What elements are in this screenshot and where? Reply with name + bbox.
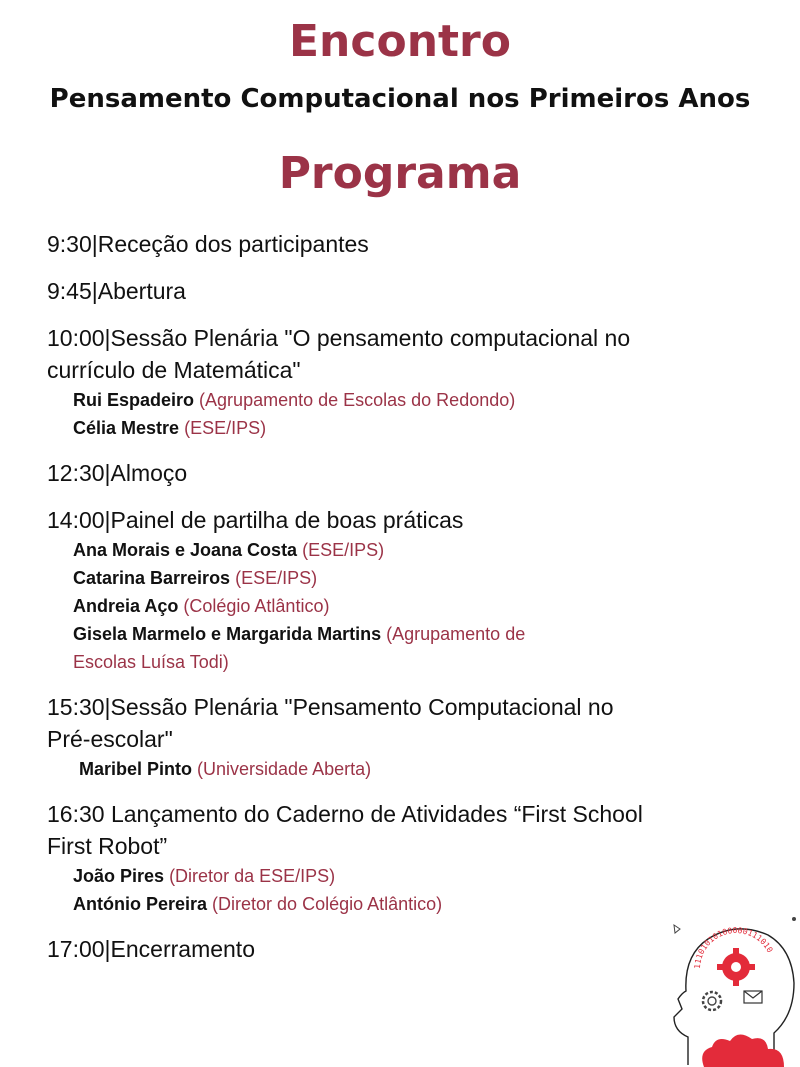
speaker-row <box>47 564 727 592</box>
speaker-affiliation: (Diretor do Colégio Atlântico) <box>212 894 443 914</box>
program-item-text: 12:30|Almoço <box>47 460 188 486</box>
speaker-row <box>47 755 727 783</box>
speaker-row <box>47 536 727 564</box>
program-item-0930 <box>47 228 727 260</box>
speaker-row <box>47 862 727 890</box>
program-item-1400 <box>47 504 727 676</box>
triangle-icon <box>674 925 680 933</box>
speaker-name: Célia Mestre <box>73 418 180 438</box>
binary-code-text: 11101010100000111010 <box>692 925 775 970</box>
speaker-affiliation: (Agrupamento de Escolas do Redondo) <box>199 390 516 410</box>
program-item-text: 9:30|Receção dos participantes <box>47 231 369 257</box>
speaker-name: Rui Espadeiro <box>73 390 195 410</box>
small-gear-icon <box>703 992 721 1010</box>
computational-thinking-head-illustration <box>668 905 800 1067</box>
dot-icon <box>792 917 796 921</box>
speaker-affiliation: (Agrupamento de <box>386 624 526 644</box>
red-cloud-shape <box>702 1034 784 1067</box>
speaker-row <box>47 890 727 918</box>
speaker-name: João Pires <box>73 866 165 886</box>
speaker-affiliation: (ESE/IPS) <box>302 540 385 560</box>
envelope-icon <box>744 991 762 1003</box>
speaker-affiliation: (ESE/IPS) <box>235 568 318 588</box>
speaker-affiliation: (Universidade Aberta) <box>197 759 372 779</box>
speaker-name: Ana Morais e Joana Costa <box>73 540 298 560</box>
speaker-name: Andreia Aço <box>73 596 179 616</box>
program-heading: Programa <box>278 148 522 199</box>
gear-icon <box>717 948 755 986</box>
speaker-row <box>47 386 727 414</box>
program-item-1530 <box>47 691 727 783</box>
program-item-1000 <box>47 322 727 442</box>
program-list <box>47 228 727 980</box>
program-item-text-continued: Pré-escolar" <box>47 726 173 752</box>
program-item-text: 9:45|Abertura <box>47 278 186 304</box>
speaker-row <box>47 620 727 648</box>
program-item-text: 14:00|Painel de partilha de boas práticas <box>47 507 464 533</box>
speaker-affiliation: (Diretor da ESE/IPS) <box>169 866 336 886</box>
program-item-1630 <box>47 798 727 918</box>
speaker-name: Catarina Barreiros <box>73 568 231 588</box>
speaker-row-continued <box>47 648 727 676</box>
program-item-text: 16:30 Lançamento do Caderno de Atividades “First School <box>47 801 643 827</box>
program-item-text: 17:00|Encerramento <box>47 936 255 962</box>
program-item-text: 10:00|Sessão Plenária "O pensamento computacional no <box>47 325 631 351</box>
program-item-text-continued: First Robot” <box>47 833 168 859</box>
program-item-text-continued: currículo de Matemática" <box>47 357 301 383</box>
program-item-text: 15:30|Sessão Plenária "Pensamento Computacional no <box>47 694 614 720</box>
speaker-row <box>47 414 727 442</box>
event-title: Encontro <box>289 16 511 67</box>
speaker-name: António Pereira <box>73 894 208 914</box>
program-item-0945 <box>47 275 727 307</box>
speaker-affiliation-continued: Escolas Luísa Todi) <box>73 652 229 672</box>
speaker-affiliation: (Colégio Atlântico) <box>183 596 330 616</box>
program-item-1700 <box>47 933 727 965</box>
event-subtitle: Pensamento Computacional nos Primeiros Anos <box>49 84 751 114</box>
speaker-name: Gisela Marmelo e Margarida Martins <box>73 624 382 644</box>
program-item-1230 <box>47 457 727 489</box>
speaker-affiliation: (ESE/IPS) <box>184 418 267 438</box>
speaker-row <box>47 592 727 620</box>
speaker-name: Maribel Pinto <box>79 759 193 779</box>
